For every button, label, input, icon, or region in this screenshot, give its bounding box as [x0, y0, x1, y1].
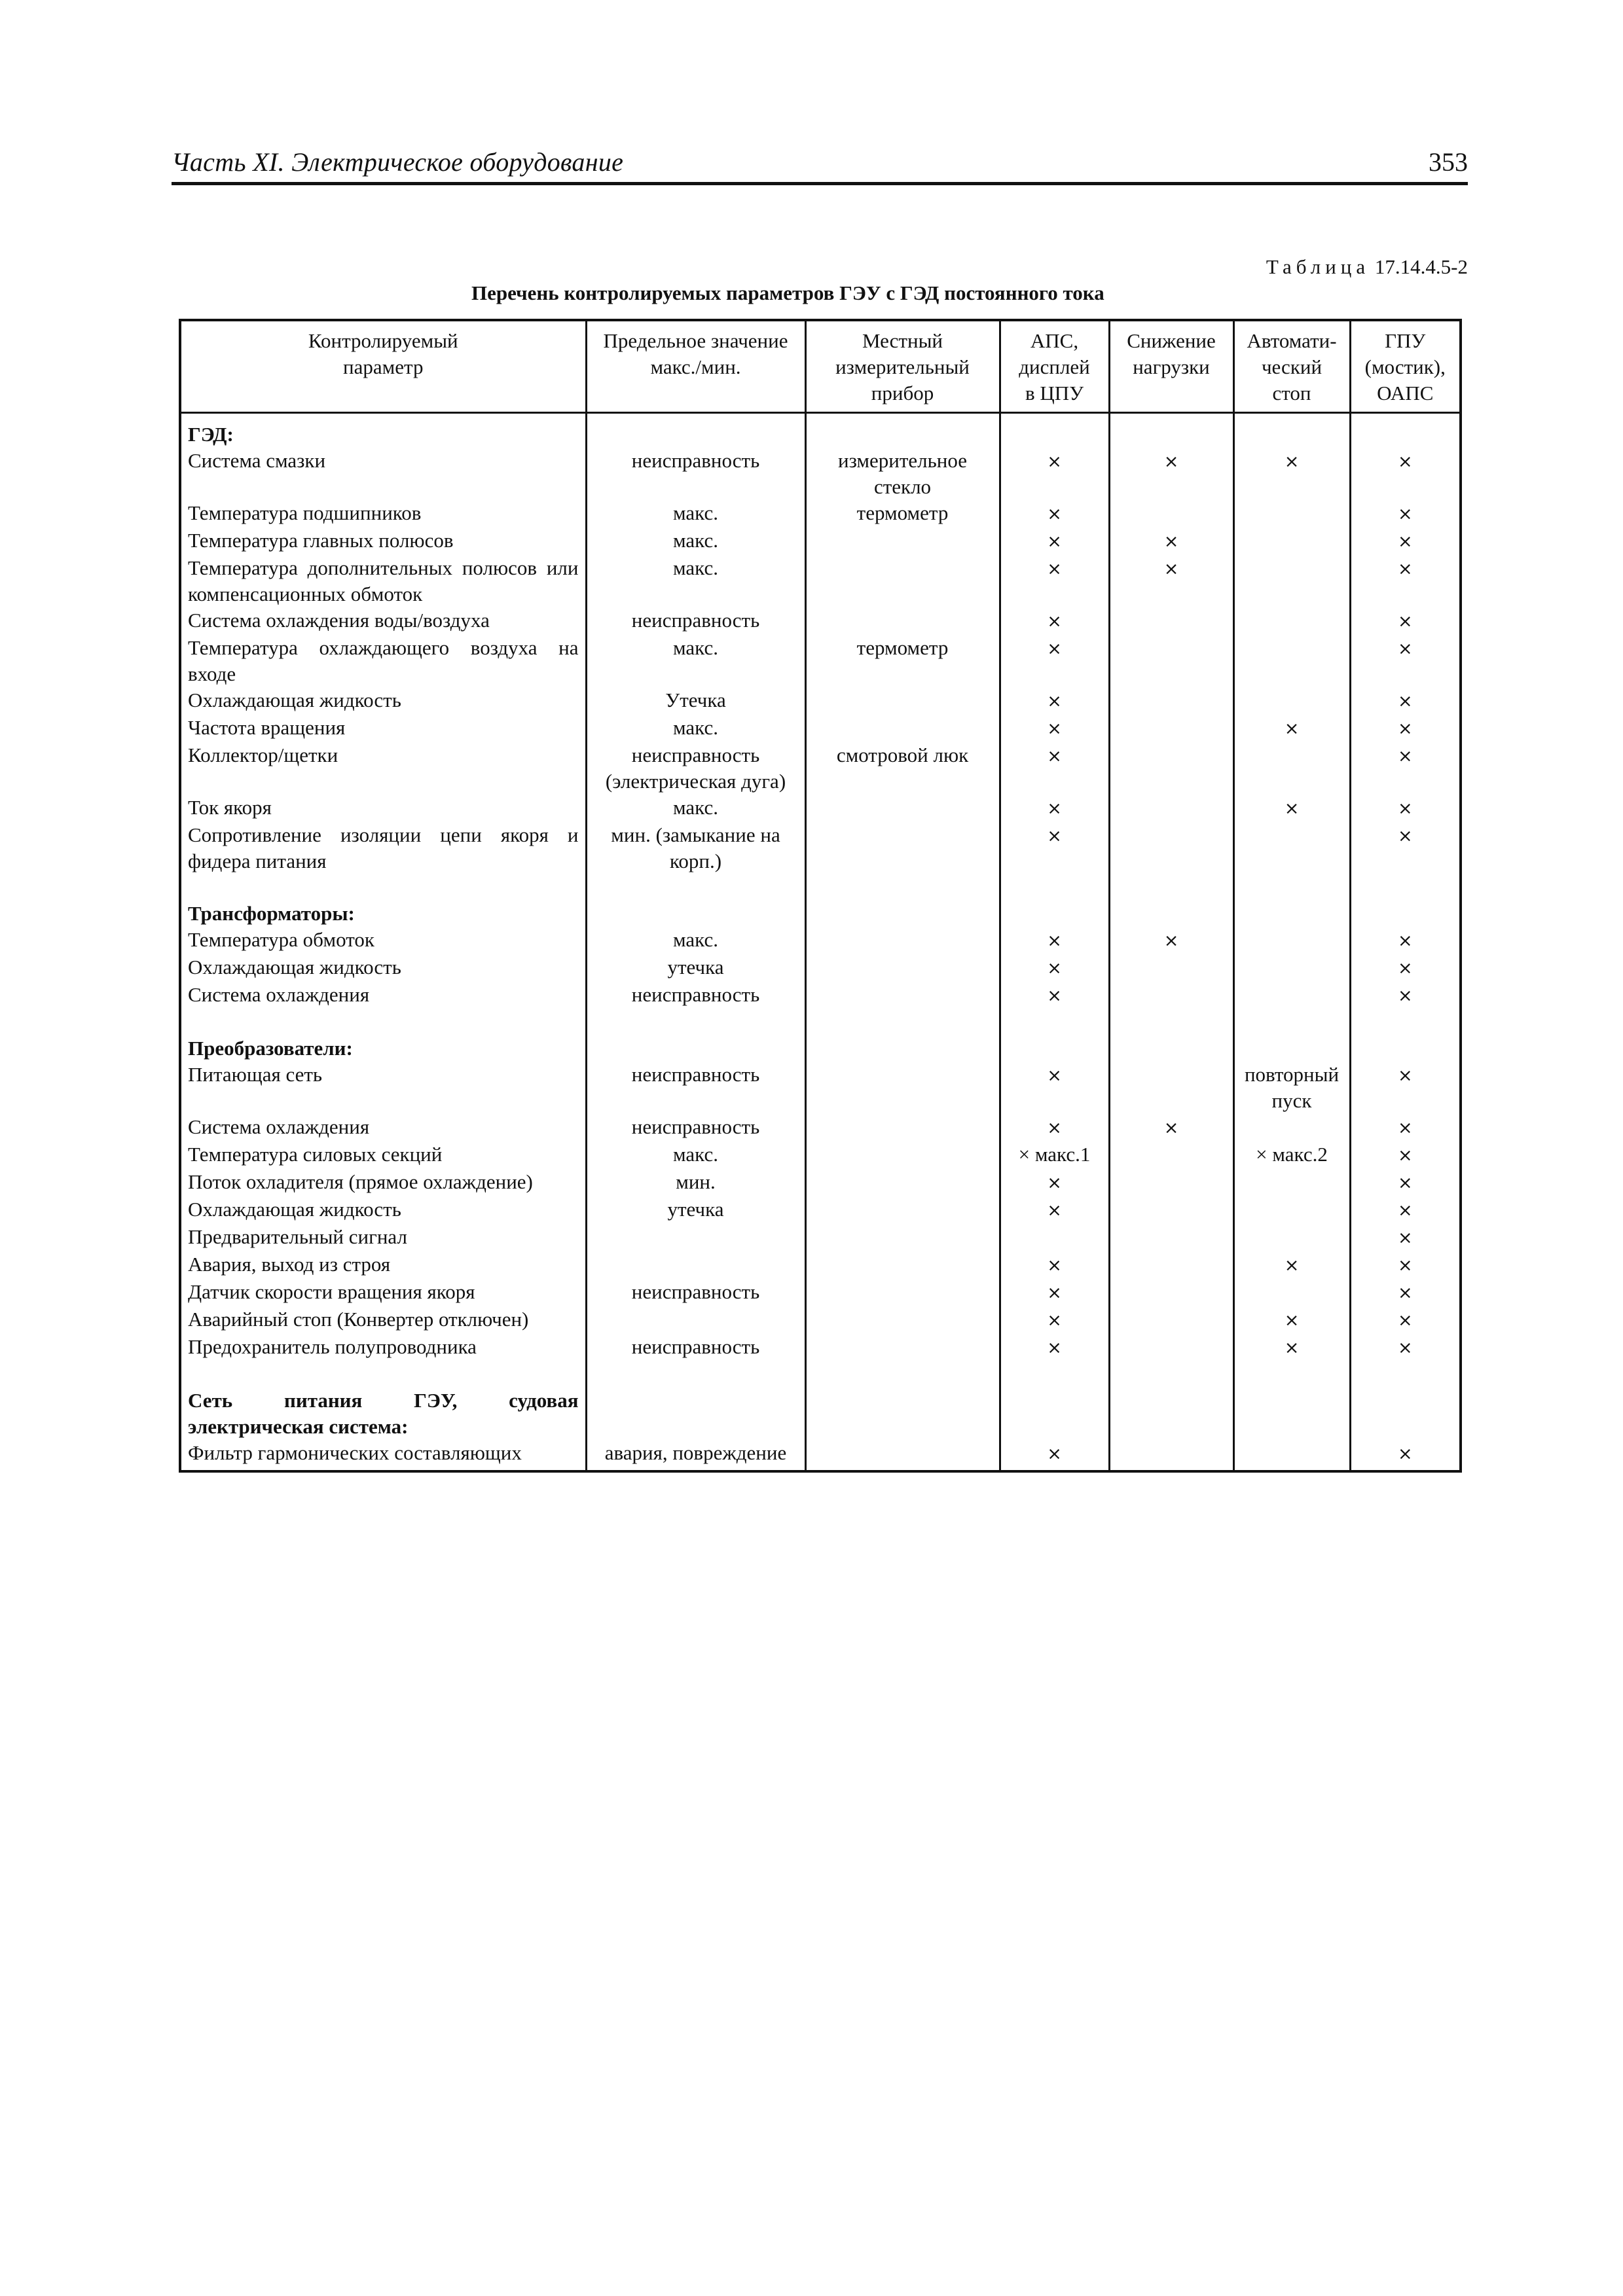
- signal-mark-cell: ×: [1350, 1224, 1461, 1251]
- signal-mark-cell: ×: [1000, 1062, 1109, 1114]
- signal-mark-cell: [1109, 1334, 1233, 1361]
- signal-mark-cell: ×: [1350, 954, 1461, 982]
- signal-mark-cell: ×: [1000, 715, 1109, 742]
- parameter-name: Фильтр гармонических составляющих: [180, 1440, 586, 1471]
- table-row: [180, 1279, 1461, 1306]
- signal-mark-cell: ×: [1000, 1196, 1109, 1224]
- parameter-name: Датчик скорости вращения якоря: [180, 1279, 586, 1306]
- table-cell: макс.: [586, 1141, 805, 1169]
- table-cell: [586, 1009, 805, 1062]
- parameter-name: Система смазки: [180, 448, 586, 500]
- signal-mark-cell: ×: [1350, 528, 1461, 555]
- table-row: [180, 1224, 1461, 1251]
- table-cell: [1350, 874, 1461, 927]
- signal-mark-cell: [1109, 795, 1233, 822]
- table-cell: неисправность: [586, 982, 805, 1009]
- column-header-line: Предельное значение: [603, 329, 788, 352]
- table-cell: [805, 1169, 1000, 1196]
- signal-mark-cell: ×: [1350, 1440, 1461, 1471]
- parameter-name: Температура дополнительных полюсов или компенсационных обмоток: [180, 555, 586, 607]
- signal-mark-cell: ×: [1350, 448, 1461, 500]
- table-row: [180, 742, 1461, 795]
- table-cell: [586, 1224, 805, 1251]
- table-cell: мин. (замыкание на корп.): [586, 822, 805, 874]
- signal-mark-cell: [1109, 1306, 1233, 1334]
- signal-mark-cell: [1109, 500, 1233, 528]
- parameter-name: Температура подшипников: [180, 500, 586, 528]
- table-row: [180, 715, 1461, 742]
- parameter-name: Температура силовых секций: [180, 1141, 586, 1169]
- signal-mark-cell: ×: [1000, 742, 1109, 795]
- table-header-row: [180, 320, 1461, 413]
- signal-mark-cell: [1233, 982, 1350, 1009]
- table-cell: мин.: [586, 1169, 805, 1196]
- signal-mark-cell: ×: [1233, 795, 1350, 822]
- table-cell: [805, 715, 1000, 742]
- table-cell: [1000, 1361, 1109, 1440]
- table-cell: измерительное стекло: [805, 448, 1000, 500]
- table-cell: [805, 607, 1000, 635]
- section-row: [180, 1009, 1461, 1062]
- signal-mark-cell: ×: [1350, 687, 1461, 715]
- column-header: [1109, 320, 1233, 413]
- signal-mark-cell: ×: [1350, 795, 1461, 822]
- signal-mark-cell: [1109, 1062, 1233, 1114]
- signal-mark-cell: ×: [1000, 1169, 1109, 1196]
- table-body: [180, 413, 1461, 1472]
- table-cell: [1109, 413, 1233, 448]
- section-row: [180, 413, 1461, 448]
- column-header: [1000, 320, 1109, 413]
- table-cell: смотровой люк: [805, 742, 1000, 795]
- table-cell: неисправность: [586, 1114, 805, 1141]
- table-number: [1266, 255, 1468, 279]
- table-cell: [1233, 413, 1350, 448]
- column-header: [586, 320, 805, 413]
- signal-mark-cell: ×: [1350, 1334, 1461, 1361]
- parameter-name: Система охлаждения воды/воздуха: [180, 607, 586, 635]
- table-number-label: Таблица: [1266, 255, 1370, 278]
- parameter-name: Температура главных полюсов: [180, 528, 586, 555]
- table-row: [180, 927, 1461, 954]
- signal-mark-cell: ×: [1000, 1279, 1109, 1306]
- table-row: [180, 1169, 1461, 1196]
- table-cell: [805, 413, 1000, 448]
- table-title: Перечень контролируемых параметров ГЭУ с ГЭД постоянного тока: [471, 281, 1104, 304]
- parameter-name: Охлаждающая жидкость: [180, 1196, 586, 1224]
- table-row: [180, 1141, 1461, 1169]
- table-cell: термометр: [805, 500, 1000, 528]
- section-row: [180, 1361, 1461, 1440]
- signal-mark-cell: [1233, 1114, 1350, 1141]
- table-cell: неисправность: [586, 448, 805, 500]
- table-row: [180, 635, 1461, 687]
- parameters-table: [179, 319, 1462, 1473]
- signal-mark-cell: ×: [1233, 1334, 1350, 1361]
- signal-mark-cell: [1109, 1251, 1233, 1279]
- signal-mark-cell: [1109, 715, 1233, 742]
- signal-mark-cell: ×: [1000, 954, 1109, 982]
- table-cell: [805, 1251, 1000, 1279]
- column-header-line: нагрузки: [1133, 355, 1210, 378]
- table-cell: [805, 1141, 1000, 1169]
- signal-mark-cell: ×: [1350, 927, 1461, 954]
- table-row: [180, 982, 1461, 1009]
- table-cell: утечка: [586, 954, 805, 982]
- signal-mark-cell: [1233, 1169, 1350, 1196]
- table-cell: [586, 1251, 805, 1279]
- column-header-line: ческий: [1261, 355, 1322, 378]
- signal-mark-cell: ×: [1350, 635, 1461, 687]
- parameter-name: Питающая сеть: [180, 1062, 586, 1114]
- running-header-title: Часть XI. Электрическое оборудование: [172, 147, 624, 177]
- signal-mark-cell: [1109, 982, 1233, 1009]
- table-row: [180, 607, 1461, 635]
- signal-mark-cell: ×: [1350, 1169, 1461, 1196]
- table-cell: [1000, 1009, 1109, 1062]
- table-row: [180, 1440, 1461, 1471]
- table-row: [180, 1306, 1461, 1334]
- signal-mark-cell: ×: [1350, 715, 1461, 742]
- table-cell: [805, 1334, 1000, 1361]
- signal-mark-cell: ×: [1000, 1251, 1109, 1279]
- signal-mark-cell: ×: [1000, 687, 1109, 715]
- column-header: [180, 320, 586, 413]
- parameter-name: Авария, выход из строя: [180, 1251, 586, 1279]
- signal-mark-cell: ×: [1000, 500, 1109, 528]
- signal-mark-cell: [1233, 954, 1350, 982]
- table-cell: [586, 874, 805, 927]
- signal-mark-cell: повторный пуск: [1233, 1062, 1350, 1114]
- signal-mark-cell: [1233, 927, 1350, 954]
- column-header: [1233, 320, 1350, 413]
- signal-mark-cell: ×: [1350, 1279, 1461, 1306]
- signal-mark-cell: [1109, 1196, 1233, 1224]
- table-cell: [586, 413, 805, 448]
- table-cell: [805, 795, 1000, 822]
- table-cell: неисправность: [586, 1334, 805, 1361]
- signal-mark-cell: ×: [1233, 1306, 1350, 1334]
- table-cell: [805, 528, 1000, 555]
- table-cell: макс.: [586, 795, 805, 822]
- section-row: [180, 874, 1461, 927]
- parameter-name: Охлаждающая жидкость: [180, 687, 586, 715]
- column-header: [805, 320, 1000, 413]
- signal-mark-cell: ×: [1350, 1141, 1461, 1169]
- table-cell: [805, 1361, 1000, 1440]
- table-cell: [805, 1440, 1000, 1471]
- signal-mark-cell: [1109, 607, 1233, 635]
- signal-mark-cell: ×: [1000, 822, 1109, 874]
- signal-mark-cell: ×: [1109, 528, 1233, 555]
- parameter-name: Система охлаждения: [180, 1114, 586, 1141]
- signal-mark-cell: ×: [1000, 1334, 1109, 1361]
- table-cell: [805, 982, 1000, 1009]
- signal-mark-cell: ×: [1000, 982, 1109, 1009]
- signal-mark-cell: ×: [1109, 555, 1233, 607]
- signal-mark-cell: ×: [1233, 448, 1350, 500]
- column-header-line: в ЦПУ: [1025, 382, 1084, 404]
- signal-mark-cell: [1109, 954, 1233, 982]
- signal-mark-cell: [1233, 555, 1350, 607]
- signal-mark-cell: [1233, 822, 1350, 874]
- table-cell: макс.: [586, 528, 805, 555]
- parameter-name: Система охлаждения: [180, 982, 586, 1009]
- signal-mark-cell: ×: [1000, 1306, 1109, 1334]
- table-cell: [805, 927, 1000, 954]
- signal-mark-cell: [1233, 1440, 1350, 1471]
- column-header-line: ГПУ: [1385, 329, 1426, 352]
- signal-mark-cell: ×: [1233, 1251, 1350, 1279]
- table-cell: [1109, 1361, 1233, 1440]
- table-cell: макс.: [586, 555, 805, 607]
- column-header-line: Контролируемый: [308, 329, 458, 352]
- signal-mark-cell: [1233, 687, 1350, 715]
- table-cell: [586, 1306, 805, 1334]
- column-header-line: Автомати-: [1247, 329, 1337, 352]
- signal-mark-cell: [1233, 742, 1350, 795]
- signal-mark-cell: ×: [1350, 555, 1461, 607]
- column-header-line: АПС,: [1030, 329, 1079, 352]
- signal-mark-cell: [1109, 742, 1233, 795]
- table-cell: [805, 822, 1000, 874]
- signal-mark-cell: ×: [1109, 448, 1233, 500]
- table-cell: Утечка: [586, 687, 805, 715]
- signal-mark-cell: ×: [1000, 1114, 1109, 1141]
- signal-mark-cell: [1109, 1440, 1233, 1471]
- signal-mark-cell: [1000, 1224, 1109, 1251]
- table-row: [180, 528, 1461, 555]
- signal-mark-cell: ×: [1000, 448, 1109, 500]
- table-row: [180, 1334, 1461, 1361]
- signal-mark-cell: [1233, 635, 1350, 687]
- column-header: [1350, 320, 1461, 413]
- table-cell: неисправность: [586, 1279, 805, 1306]
- signal-mark-cell: × макс.2: [1233, 1141, 1350, 1169]
- parameter-name: Аварийный стоп (Конвертер отключен): [180, 1306, 586, 1334]
- section-heading: Сеть питания ГЭУ, судовая электрическая система:: [180, 1361, 586, 1440]
- table-cell: [805, 1114, 1000, 1141]
- parameter-name: Предварительный сигнал: [180, 1224, 586, 1251]
- signal-mark-cell: ×: [1350, 1196, 1461, 1224]
- table-cell: [1233, 1009, 1350, 1062]
- column-header-line: макс./мин.: [650, 355, 741, 378]
- column-header-line: прибор: [871, 382, 934, 404]
- table-cell: неисправность: [586, 1062, 805, 1114]
- signal-mark-cell: ×: [1109, 927, 1233, 954]
- table-row: [180, 1114, 1461, 1141]
- table-cell: [805, 555, 1000, 607]
- signal-mark-cell: ×: [1000, 635, 1109, 687]
- signal-mark-cell: ×: [1000, 528, 1109, 555]
- table-cell: [1109, 874, 1233, 927]
- page-header: [172, 143, 1468, 185]
- signal-mark-cell: [1109, 822, 1233, 874]
- table-cell: [586, 1361, 805, 1440]
- signal-mark-cell: [1233, 1279, 1350, 1306]
- table-cell: [1233, 1361, 1350, 1440]
- table-cell: [1350, 1361, 1461, 1440]
- parameter-name: Температура охлаждающего воздуха на входе: [180, 635, 586, 687]
- column-header-line: измерительный: [835, 355, 970, 378]
- signal-mark-cell: ×: [1109, 1114, 1233, 1141]
- table-cell: [805, 1062, 1000, 1114]
- table-number-value: 17.14.4.5-2: [1374, 255, 1468, 278]
- parameter-name: Поток охладителя (прямое охлаждение): [180, 1169, 586, 1196]
- signal-mark-cell: [1233, 607, 1350, 635]
- table-cell: [1350, 413, 1461, 448]
- table-cell: термометр: [805, 635, 1000, 687]
- table-row: [180, 1251, 1461, 1279]
- signal-mark-cell: ×: [1350, 1062, 1461, 1114]
- signal-mark-cell: ×: [1000, 555, 1109, 607]
- table-row: [180, 555, 1461, 607]
- signal-mark-cell: ×: [1350, 1251, 1461, 1279]
- section-heading: ГЭД:: [180, 413, 586, 448]
- table-cell: макс.: [586, 715, 805, 742]
- parameter-name: Частота вращения: [180, 715, 586, 742]
- table-row: [180, 822, 1461, 874]
- table-row: [180, 1196, 1461, 1224]
- parameter-name: Сопротивление изоляции цепи якоря и фидера питания: [180, 822, 586, 874]
- parameter-name: Коллектор/щетки: [180, 742, 586, 795]
- signal-mark-cell: [1233, 1196, 1350, 1224]
- column-header-line: Местный: [862, 329, 943, 352]
- signal-mark-cell: [1233, 500, 1350, 528]
- table-row: [180, 954, 1461, 982]
- signal-mark-cell: [1109, 687, 1233, 715]
- signal-mark-cell: ×: [1350, 500, 1461, 528]
- table-cell: [1233, 874, 1350, 927]
- signal-mark-cell: ×: [1350, 1306, 1461, 1334]
- table-cell: [805, 687, 1000, 715]
- table-cell: [805, 874, 1000, 927]
- signal-mark-cell: ×: [1350, 982, 1461, 1009]
- parameter-name: Ток якоря: [180, 795, 586, 822]
- table-cell: макс.: [586, 500, 805, 528]
- parameter-name: Температура обмоток: [180, 927, 586, 954]
- table-cell: [805, 1196, 1000, 1224]
- table-cell: неисправность: [586, 607, 805, 635]
- table-cell: утечка: [586, 1196, 805, 1224]
- signal-mark-cell: ×: [1000, 1440, 1109, 1471]
- table-cell: [805, 954, 1000, 982]
- table-cell: [1000, 874, 1109, 927]
- table-cell: [1000, 413, 1109, 448]
- signal-mark-cell: ×: [1000, 795, 1109, 822]
- section-heading: Преобразователи:: [180, 1009, 586, 1062]
- signal-mark-cell: [1109, 1169, 1233, 1196]
- signal-mark-cell: ×: [1350, 1114, 1461, 1141]
- table-row: [180, 687, 1461, 715]
- signal-mark-cell: [1109, 635, 1233, 687]
- signal-mark-cell: [1233, 1224, 1350, 1251]
- page-number: 353: [1429, 147, 1468, 177]
- table-cell: [805, 1224, 1000, 1251]
- signal-mark-cell: ×: [1350, 742, 1461, 795]
- table-cell: авария, повреждение: [586, 1440, 805, 1471]
- table-cell: макс.: [586, 927, 805, 954]
- signal-mark-cell: ×: [1000, 607, 1109, 635]
- signal-mark-cell: ×: [1233, 715, 1350, 742]
- table-cell: [805, 1306, 1000, 1334]
- table-cell: [1109, 1009, 1233, 1062]
- column-header-line: дисплей: [1019, 355, 1090, 378]
- signal-mark-cell: [1109, 1279, 1233, 1306]
- signal-mark-cell: [1109, 1224, 1233, 1251]
- column-header-line: (мостик),: [1364, 355, 1446, 378]
- table-row: [180, 795, 1461, 822]
- table-cell: неисправность (электрическая дуга): [586, 742, 805, 795]
- signal-mark-cell: ×: [1000, 927, 1109, 954]
- column-header-line: ОАПС: [1377, 382, 1434, 404]
- table-row: [180, 448, 1461, 500]
- parameter-name: Охлаждающая жидкость: [180, 954, 586, 982]
- table-cell: [805, 1279, 1000, 1306]
- signal-mark-cell: [1233, 528, 1350, 555]
- table-cell: макс.: [586, 635, 805, 687]
- signal-mark-cell: ×: [1350, 822, 1461, 874]
- signal-mark-cell: × макс.1: [1000, 1141, 1109, 1169]
- table-row: [180, 1062, 1461, 1114]
- signal-mark-cell: ×: [1350, 607, 1461, 635]
- column-header-line: стоп: [1272, 382, 1311, 404]
- column-header-line: Снижение: [1127, 329, 1216, 352]
- table-cell: [805, 1009, 1000, 1062]
- table-row: [180, 500, 1461, 528]
- signal-mark-cell: [1109, 1141, 1233, 1169]
- parameter-name: Предохранитель полупроводника: [180, 1334, 586, 1361]
- section-heading: Трансформаторы:: [180, 874, 586, 927]
- column-header-line: параметр: [343, 355, 424, 378]
- table-cell: [1350, 1009, 1461, 1062]
